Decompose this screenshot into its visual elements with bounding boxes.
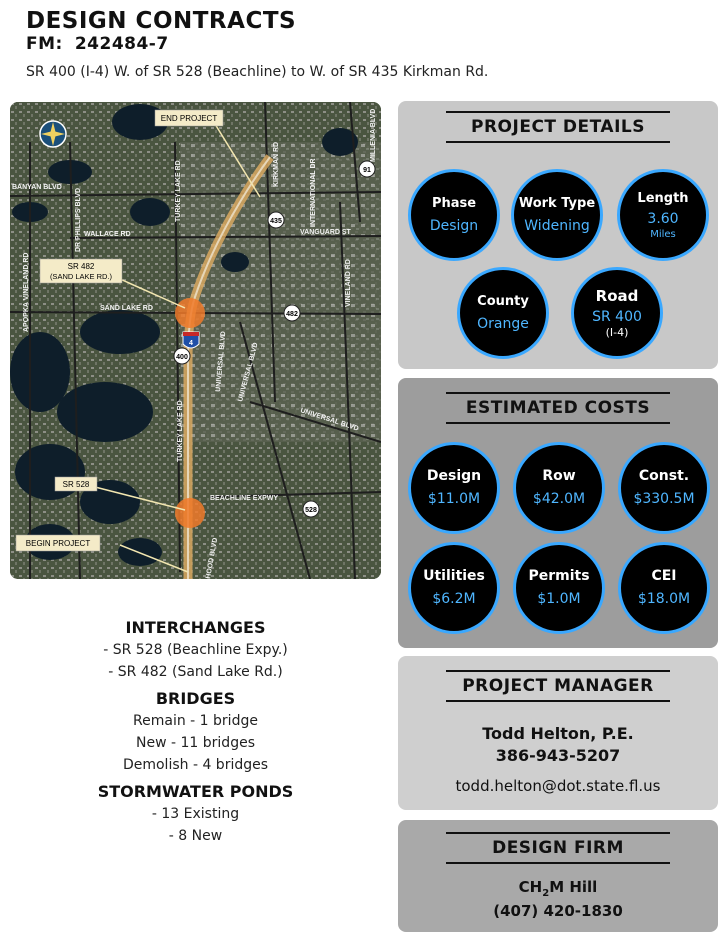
phase-label: Phase (431, 195, 477, 211)
manager-email-link[interactable]: todd.helton@dot.state.fl.us (455, 777, 661, 795)
work-type-label: Work Type (518, 195, 596, 211)
svg-text:END PROJECT: END PROJECT (160, 114, 218, 123)
street-label: UNIVERSAL BLVD (237, 341, 260, 403)
design-cost-badge (408, 442, 500, 534)
length-badge (617, 169, 709, 261)
street-label: SAND LAKE RD (100, 305, 153, 312)
construction-cost-badge (618, 442, 710, 534)
row-cost-badge (513, 442, 605, 534)
project-details-panel (398, 101, 718, 369)
street-label: HOOD BLVD (205, 537, 220, 579)
work-type-value: Widening (524, 217, 590, 234)
road-label: Road (595, 287, 639, 305)
street-label: WALLACE RD (84, 231, 131, 238)
length-unit: Miles (650, 229, 676, 240)
interchange-sr528-marker (175, 498, 205, 528)
route-shield-400 (174, 348, 190, 364)
bridge-item: Remain - 1 bridge (133, 713, 258, 729)
callout-sr528 (55, 477, 97, 491)
fm-number: 242484-7 (74, 34, 169, 54)
estimated-costs-title: ESTIMATED COSTS (398, 398, 718, 418)
svg-text:482: 482 (286, 311, 298, 318)
route-shield-435 (268, 212, 284, 228)
street-label: APOPKA VINELAND RD (23, 252, 30, 332)
project-manager-title: PROJECT MANAGER (398, 676, 718, 696)
street-label: TURKEY LAKE RD (175, 160, 182, 222)
svg-text:400: 400 (176, 354, 188, 361)
firm-phone: (407) 420-1830 (493, 902, 623, 920)
estimated-costs-panel (398, 378, 718, 648)
street-label: VINELAND RD (345, 259, 352, 307)
utilities-cost-value: $6.2M (432, 590, 476, 607)
row-cost-value: $42.0M (532, 490, 586, 507)
street-label: TURKEY LAKE RD (177, 400, 184, 462)
project-summary (10, 618, 381, 847)
permits-cost-badge (513, 542, 605, 634)
county-label: County (477, 293, 529, 309)
utilities-cost-badge (408, 542, 500, 634)
cei-cost-label: CEI (651, 567, 677, 584)
project-map (10, 102, 381, 579)
svg-text:91: 91 (363, 167, 371, 174)
phase-value: Design (429, 217, 479, 234)
callout-begin-project (16, 535, 100, 551)
route-shield-482 (284, 305, 300, 321)
interchange-item: - SR 528 (Beachline Expy.) (103, 642, 288, 658)
street-label: MILLENIA BLVD (370, 108, 377, 162)
road-value: SR 400 (592, 309, 642, 325)
length-label: Length (637, 191, 689, 206)
callout-sr482 (40, 259, 122, 283)
street-label: VANGUARD ST (300, 229, 351, 236)
road-sub: (I-4) (605, 326, 629, 339)
phase-badge (408, 169, 500, 261)
stormwater-heading: STORMWATER PONDS (97, 782, 294, 801)
street-label: KIRKMAN RD (273, 141, 280, 187)
page-title: DESIGN CONTRACTS (26, 8, 297, 34)
interchanges-heading: INTERCHANGES (125, 618, 266, 637)
design-cost-label: Design (426, 467, 482, 484)
svg-text:435: 435 (270, 218, 282, 225)
compass-icon (40, 121, 66, 147)
cei-cost-value: $18.0M (637, 590, 691, 607)
street-label: DR PHILLIPS BLVD (75, 187, 82, 252)
fm-line (26, 34, 169, 54)
manager-name: Todd Helton, P.E. (482, 724, 634, 743)
permits-cost-label: Permits (528, 567, 590, 584)
street-label: BANYAN BLVD (12, 184, 62, 191)
manager-phone: 386-943-5207 (495, 746, 621, 765)
utilities-cost-label: Utilities (423, 567, 485, 584)
county-value: Orange (477, 315, 529, 332)
interstate-shield-4 (183, 332, 199, 348)
firm-name: $CH_2M$ Hill (518, 878, 598, 899)
street-label: UNIVERSAL BLVD (299, 407, 360, 433)
svg-text:528: 528 (305, 507, 317, 514)
project-description: SR 400 (I-4) W. of SR 528 (Beachline) to W. of SR 435 Kirkman Rd. (26, 64, 489, 80)
project-details-title: PROJECT DETAILS (398, 117, 718, 137)
bridges-heading: BRIDGES (155, 689, 236, 708)
design-cost-value: $11.0M (427, 490, 481, 507)
street-label: INTERNATIONAL DR (310, 158, 317, 227)
svg-text:(SAND LAKE RD.): (SAND LAKE RD.) (49, 272, 113, 281)
route-shield-91 (359, 161, 375, 177)
construction-cost-label: Const. (638, 467, 690, 484)
callout-end-project (155, 110, 223, 126)
road-badge (571, 267, 663, 359)
county-badge (457, 267, 549, 359)
design-firm-title: DESIGN FIRM (398, 838, 718, 858)
bridge-item: Demolish - 4 bridges (122, 757, 269, 773)
stormwater-item: - 13 Existing (151, 806, 240, 822)
work-type-badge (511, 169, 603, 261)
stormwater-item: - 8 New (168, 828, 223, 844)
svg-text:4: 4 (189, 340, 193, 347)
interchange-sr482-marker (175, 298, 205, 328)
interchange-item: - SR 482 (Sand Lake Rd.) (108, 664, 283, 680)
route-shield-528 (303, 501, 319, 517)
permits-cost-value: $1.0M (537, 590, 581, 607)
cei-cost-badge (618, 542, 710, 634)
bridge-item: New - 11 bridges (136, 735, 255, 751)
svg-text:BEGIN PROJECT: BEGIN PROJECT (25, 539, 91, 548)
fm-label: FM: (26, 34, 63, 54)
svg-text:SR 528: SR 528 (62, 480, 90, 489)
length-value: 3.60 (647, 211, 679, 227)
construction-cost-value: $330.5M (633, 490, 695, 507)
svg-text:SR 482: SR 482 (67, 262, 95, 271)
street-label: UNIVERSAL BLVD (215, 330, 228, 393)
row-cost-label: Row (542, 467, 576, 484)
street-label: BEACHLINE EXPWY (210, 495, 279, 502)
